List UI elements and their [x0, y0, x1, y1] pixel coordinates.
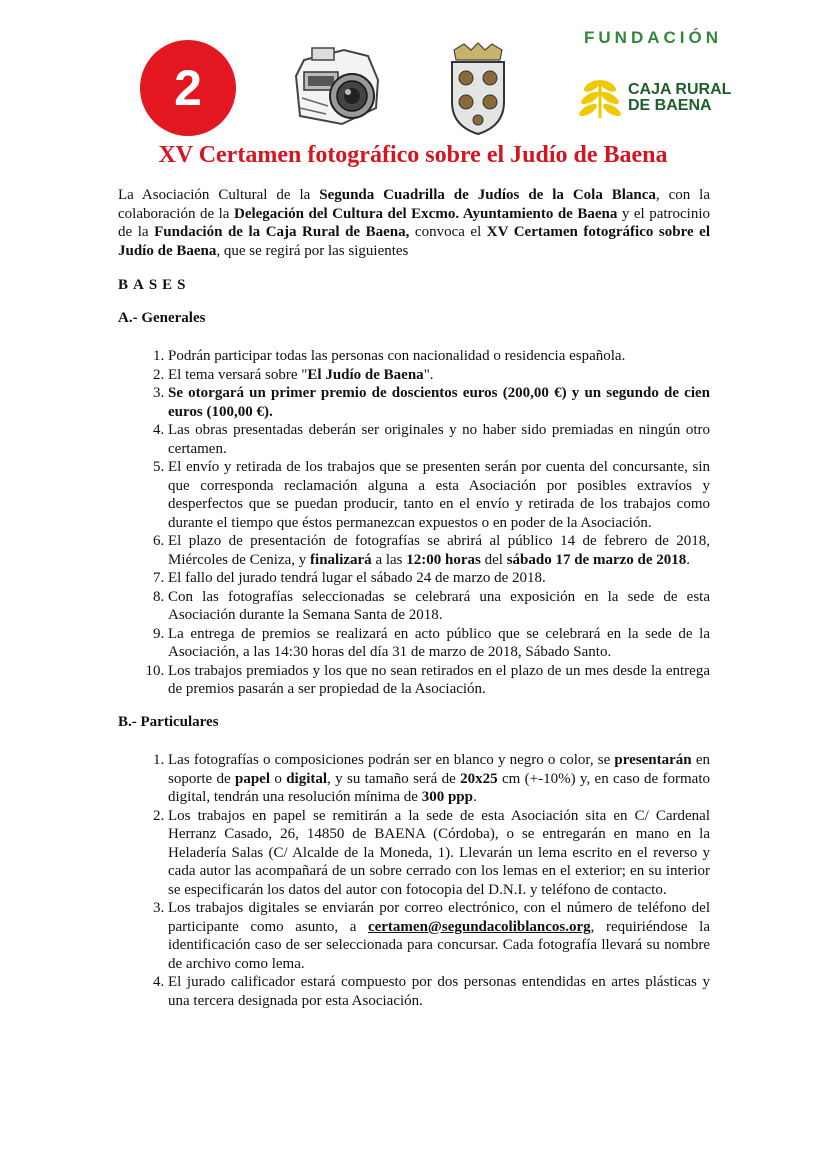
- list-item: [168, 899, 710, 973]
- list-item: 7. El fallo del jurado tendrá lugar el sábado 24 de marzo de 2018.: [168, 569, 710, 588]
- item-text: en soporte de: [168, 752, 710, 787]
- item-text: .: [472, 789, 477, 805]
- list-item: 1. Podrán participar todas las personas con nacionalidad o residencia española.: [168, 347, 710, 366]
- item-bold: papel: [235, 770, 271, 787]
- contact-email-link[interactable]: certamen@segundacoliblancos.org: [367, 918, 591, 935]
- item-text: Los trabajos digitales se enviarán por correo electrónico, con el número de teléfono del participante como asunto, a: [168, 900, 710, 935]
- item-bold: Se otorgará un primer premio de doscientos euros (200,00 €) y un segundo de cien euros (100,00 €).: [168, 385, 710, 420]
- list-item: 4. El jurado calificador estará compuesto por dos personas entendidas en artes plásticas y una tercera designada por esta Asociación.: [168, 973, 710, 1010]
- section-b-heading: B.- Particulares: [118, 713, 219, 730]
- item-text: , requiriéndose la identificación caso de ser seleccionada para concursar. Cada fotografía llevará su nombre de archivo como lema.: [168, 918, 710, 972]
- intro-bold: XV Certamen fotográfico sobre el Judío de Baena: [118, 224, 710, 259]
- caja-rural-name: [628, 82, 731, 114]
- item-bold: 300 ppp: [421, 789, 473, 805]
- caja-line-2: DE BAENA: [628, 97, 712, 114]
- intro-text: convoca el: [409, 224, 487, 240]
- intro-text: , que se regirá por las siguientes: [216, 242, 409, 259]
- list-item: 4. Las obras presentadas deberán ser originales y no haber sido premiadas en ningún otro certamen.: [168, 421, 710, 458]
- item-text: Las fotografías o composiciones podrán ser en blanco y negro o color, se: [168, 752, 615, 768]
- list-item: 5. El envío y retirada de los trabajos que se presenten serán por cuenta del concursante, sin que corresponda reclamación alguna a esta Asociación por posibles extravíos y desperfectos que se puedan producir, tanto en el envío y retirada de los trabajos como durante el tiempo que éstos permanezcan expuestos o en poder de la Asociación.: [168, 458, 710, 532]
- item-bold: digital: [286, 770, 328, 787]
- item-text: del: [480, 551, 507, 568]
- list-item: [168, 532, 710, 569]
- baena-coat-of-arms: [444, 40, 512, 136]
- camera-illustration: [282, 38, 386, 138]
- item-bold: 12:00 horas: [406, 551, 481, 568]
- list-item: 10. Los trabajos premiados y los que no sean retirados en el plazo de un mes desde la entrega de premios pasarán a ser propiedad de la Asociación.: [168, 662, 710, 699]
- item-bold: finalizará: [310, 551, 372, 568]
- list-item: 2. Los trabajos en papel se remitirán a la sede de esta Asociación sita en C/ Cardenal Herranz Casado, 26, 14850 de BAENA (Córdoba), o se entregarán en mano en la Heladería Salas (C/ Alcalde de la Moneda, 1). Llevarán un lema escrito en el reverso y cada autor las acompañará de un sobre cerrado con los lemas en el exterior; en su interior se especificarán los datos del autor con fotocopia del D.N.I. y teléfono de contacto.: [168, 807, 710, 900]
- wheat-icon: [576, 72, 624, 122]
- item-text: .: [686, 551, 691, 568]
- list-item: [168, 384, 710, 421]
- item-text: El tema versará sobre ": [168, 366, 308, 383]
- document-body: [118, 186, 710, 1010]
- intro-bold: Segunda Cuadrilla de Judíos de la Cola Blanca: [319, 187, 656, 203]
- bases-heading: BASES: [118, 277, 191, 293]
- item-text: , y su tamaño será de: [327, 770, 461, 787]
- list-item: [168, 751, 710, 807]
- item-bold: presentarán: [614, 752, 692, 768]
- list-item: [168, 366, 710, 385]
- item-bold: sábado 17 de marzo de 2018: [506, 551, 687, 568]
- section-a-list: [118, 347, 710, 699]
- section-b-list: [118, 751, 710, 1010]
- header-logos: [0, 18, 826, 128]
- item-text: o: [270, 770, 287, 787]
- intro-text: La Asociación Cultural de la: [118, 187, 320, 203]
- intro-bold: Fundación de la Caja Rural de Baena,: [154, 224, 410, 240]
- fundacion-caja-rural-logo: [576, 28, 756, 128]
- item-bold: 20x25: [460, 770, 498, 787]
- item-bold: El Judío de Baena: [307, 366, 424, 383]
- section-a-heading: A.- Generales: [118, 309, 206, 326]
- intro-text: , con la colaboración de la: [118, 187, 710, 222]
- fundacion-title: FUNDACIÓN: [584, 28, 722, 47]
- item-text: cm (+-10%) y, en caso de formato digital, tendrán una resolución mínima de: [168, 770, 711, 805]
- intro-text: y el patrocinio de la: [118, 205, 711, 240]
- document-title: XV Certamen fotográfico sobre el Judío de Baena: [158, 142, 668, 168]
- item-text: El plazo de presentación de fotografías se abrirá al público 14 de febrero de 2018, Miércoles de Ceniza, y: [168, 533, 710, 568]
- intro-paragraph: [118, 186, 710, 260]
- caja-line-1: CAJA RURAL: [628, 81, 732, 98]
- item-text: a las: [371, 551, 407, 568]
- item-text: ".: [423, 366, 434, 383]
- list-item: 8. Con las fotografías seleccionadas se celebrará una exposición en la sede de esta Asociación durante la Semana Santa de 2018.: [168, 588, 710, 625]
- list-item: 9. La entrega de premios se realizará en acto público que se celebrará en la sede de la Asociación, a las 14:30 horas del día 31 de marzo de 2018, Sábado Santo.: [168, 625, 710, 662]
- intro-bold: Delegación del Cultura del Excmo. Ayuntamiento de Baena: [233, 205, 618, 222]
- cuadrilla-number-logo: 2: [140, 40, 236, 136]
